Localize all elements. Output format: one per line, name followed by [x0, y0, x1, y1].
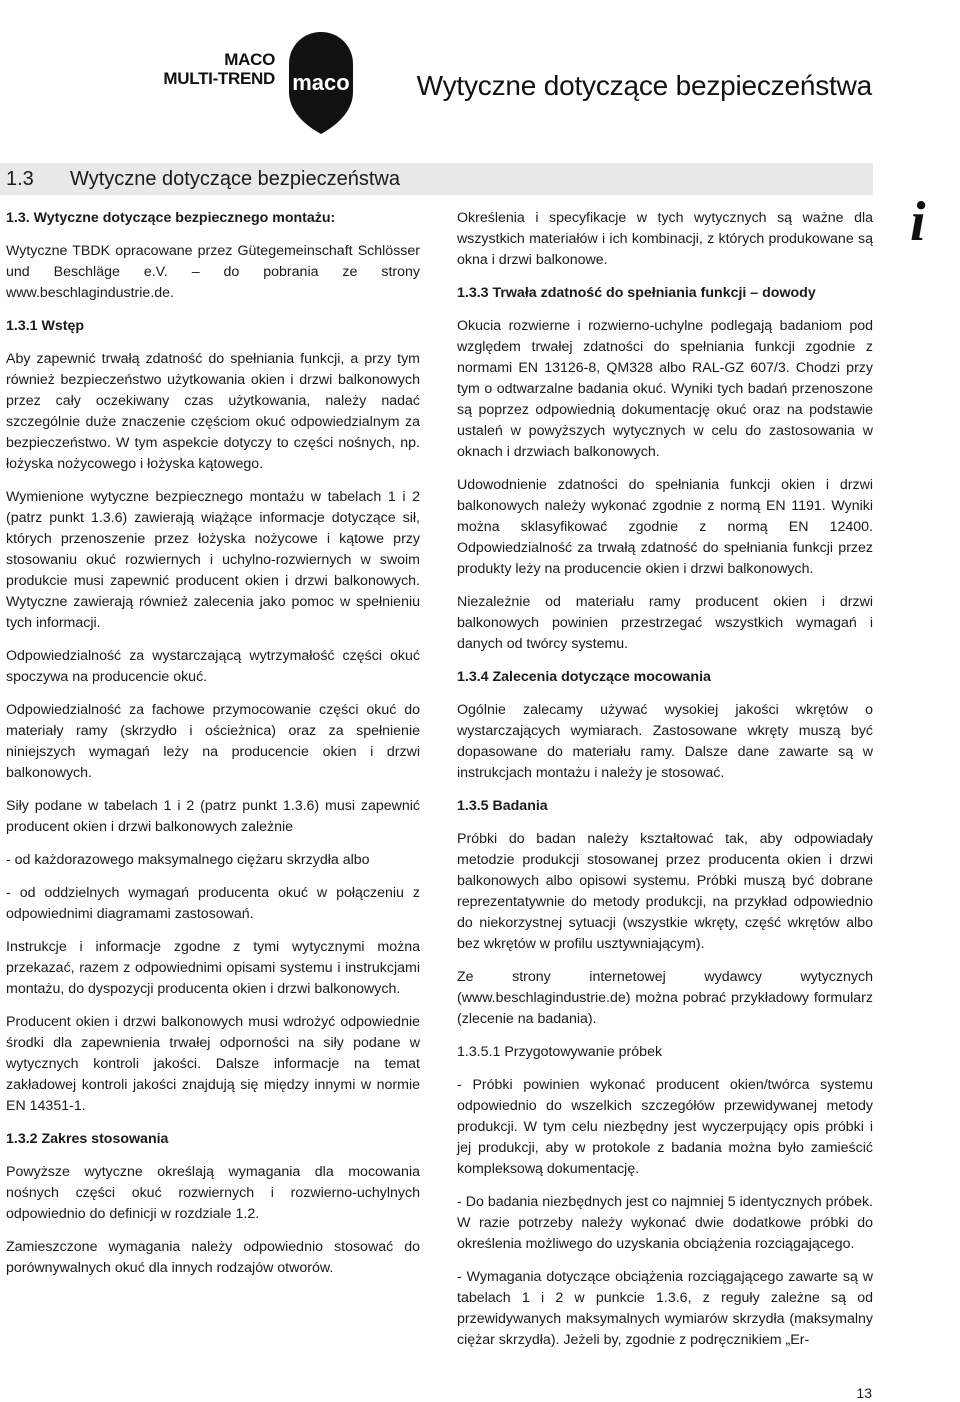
- paragraph-udowodnienie: Udowodnienie zdatności do spełniania funkcji okien i drzwi balkonowych należy wykonać zgodnie z normą EN 1191. Wyniki można sklasyfikować zgodnie z normą EN 12400. Odpowiedzialność za trwałą zdatność do spełniania funkcji przez produkty leży na producencie okien i drzwi balkonowych.: [457, 477, 873, 577]
- section-title: Wytyczne dotyczące bezpieczeństwa: [70, 168, 400, 190]
- list-item-ciezar: - od każdorazowego maksymalnego ciężaru skrzydła albo: [6, 852, 370, 868]
- page-number: 13: [856, 1385, 872, 1401]
- maco-logo-icon: [283, 30, 359, 136]
- heading-badania: 1.3.5 Badania: [457, 798, 548, 814]
- heading-zalecenia: 1.3.4 Zalecenia dotyczące mocowania: [457, 669, 711, 685]
- logo-wordmark: [150, 50, 275, 88]
- paragraph-wstep: Aby zapewnić trwałą zdatność do spełniania funkcji, a przy tym również bezpieczeństwo użytkowania okien i drzwi balkonowych przez cały oczekiwany czas użytkowania, należy nadać szczególnie duże znaczenie częściom okuć odpowiedzialnym za bezpieczeństwo. W tym aspekcie dotyczy to części nośnych, np. łożyska nożycowego i łożyska kątowego.: [6, 351, 420, 472]
- paragraph-mocowanie: Odpowiedzialność za fachowe przymocowanie części okuć do materiały ramy (skrzydło i ościeżnica) oraz za spełnienie niniejszych wymagań leży na producencie okien i drzwi balkonowych.: [6, 702, 420, 781]
- list-item-wymagania: - od oddzielnych wymagań producenta okuć w połączeniu z odpowiednimi diagramami zastosowań.: [6, 885, 420, 922]
- list-item-producent: - Próbki powinien wykonać producent okien/twórca systemu odpowiednio do wszelkich szczegółów przewidywanej metody produkcji. W tym celu niezbędny jest wyczerpujący opis próbki i jej produkcji, aby w protokole z badania można było zamieścić kompleksową dokumentację.: [457, 1077, 873, 1177]
- paragraph-tabele: Wymienione wytyczne bezpiecznego montażu w tabelach 1 i 2 (patrz punkt 1.3.6) zawierają wiążące informacje dotyczące sił, których przenoszenie przez łożyska nożycowe i kątowe przy stosowaniu okuć rozwiernych i uchylno-rozwiernych w swoim produkcie musi zapewnić producent okien i drzwi balkonowych. Wytyczne zawierają również zalecenia jako pomoc w spełnieniu tych informacji.: [6, 489, 420, 631]
- paragraph-wkrety: Ogólnie zalecamy używać wysokiej jakości wkrętów o wystarczających wymiarach. Zastosowane wkręty muszą być dopasowane do materiału ramy. Dalsze dane zawarte są w instrukcjach montażu i należy je stosować.: [457, 702, 873, 781]
- paragraph-probki: Próbki do badan należy kształtować tak, aby odpowiadały metodzie produkcji stosowanej przez producenta okien i drzwi balkonowych albo opisowi systemu. Próbki muszą być dobrane reprezentatywnie do metody produkcji, na przykład odpowiednio do niekorzystnej sytuacji (wszystkie wkręty, część wkrętów albo bez wkrętów w profilu usztywniającym).: [457, 831, 873, 952]
- paragraph-kontrola: Producent okien i drzwi balkonowych musi wdrożyć odpowiednie środki dla zapewnienia trwałej odporności na siły podane w wytycznych kontroli jakości. Dalsze informacje na temat zakładowej kontroli jakości znajdują się między innymi w normie EN 14351-1.: [6, 1014, 420, 1114]
- heading-zakres: 1.3.2 Zakres stosowania: [6, 1131, 169, 1147]
- paragraph-niezaleznie: Niezależnie od materiału ramy producent okien i drzwi balkonowych powinien przestrzegać wszystkich wymagań i danych od twórcy systemu.: [457, 594, 873, 652]
- header-title: Wytyczne dotyczące bezpieczeństwa: [416, 70, 872, 101]
- heading-trwala-zdatnosc: 1.3.3 Trwała zdatność do spełniania funkcji – dowody: [457, 285, 816, 301]
- list-item-obciazenie: - Wymagania dotyczące obciążenia rozciągającego zawarte są w tabelach 1 i 2 w punkcie 1.3.6, z reguły zależne są od przewidywanych maksymalnych wymiarów skrzydła (maksymalny ciężar skrzydła). Jeżeli by, zgodnie z podręcznikiem „Er-: [457, 1269, 873, 1348]
- logo-mark-text: maco: [292, 70, 350, 95]
- section-number: 1.3: [6, 168, 34, 190]
- logo-line-multi-trend: MULTI-TREND: [163, 69, 275, 88]
- paragraph-formularz: Ze strony internetowej wydawcy wytycznych (www.beschlagindustrie.de) można pobrać przykładowy formularz (zlecenie na badania).: [457, 969, 873, 1027]
- paragraph-odpowiedzialnosc: Odpowiedzialność za wystarczającą wytrzymałość części okuć spoczywa na producencie okuć.: [6, 648, 420, 685]
- heading-montaz: 1.3. Wytyczne dotyczące bezpiecznego montażu:: [6, 210, 336, 226]
- paragraph-okreslenia: Określenia i specyfikacje w tych wytycznych są ważne dla wszystkich materiałów i ich kombinacji, z których produkowane są okna i drzwi balkonowe.: [457, 210, 873, 268]
- paragraph-instrukcje: Instrukcje i informacje zgodne z tymi wytycznymi można przekazać, razem z odpowiednimi opisami systemu i instrukcjami montażu, do dyspozycji producenta okien i drzwi balkonowych.: [6, 939, 420, 997]
- heading-wstep: 1.3.1 Wstęp: [6, 318, 85, 334]
- paragraph-otwory: Zamieszczone wymagania należy odpowiednio stosować do porównywalnych okuć dla innych rodzajów otworów.: [6, 1239, 420, 1276]
- paragraph-okucia: Okucia rozwierne i rozwierno-uchylne podlegają badaniom pod względem trwałej zdatności do spełniania funkcji zgodnie z normami EN 13126-8, QM328 albo RAL-GZ 607/3. Chodzi przy tym o odtwarzalne badania okuć. Wyniki tych badań przenoszone są poprzez odpowiednią dokumentację okuć oraz na podstawie ustaleń w powyższych wytycznych w celu do zastosowania w oknach i drzwiach balkonowych.: [457, 318, 873, 460]
- info-icon: i: [910, 191, 926, 253]
- paragraph-zakres: Powyższe wytyczne określają wymagania dla mocowania nośnych części okuć rozwiernych i rozwierno-uchylnych odpowiednio do definicji w rozdziale 1.2.: [6, 1164, 420, 1222]
- logo-line-maco: MACO: [224, 50, 275, 69]
- left-column: [6, 208, 420, 1279]
- right-column: [457, 208, 873, 1351]
- heading-przygotowywanie: 1.3.5.1 Przygotowywanie próbek: [457, 1044, 663, 1060]
- paragraph-sily: Siły podane w tabelach 1 i 2 (patrz punkt 1.3.6) musi zapewnić producent okien i drzwi balkonowych zależnie: [6, 798, 420, 835]
- list-item-liczba-probek: - Do badania niezbędnych jest co najmniej 5 identycznych próbek. W razie potrzeby należy wykonać dwie dodatkowe próbki do określenia możliwego do uzyskania obciążenia rozciągającego.: [457, 1194, 873, 1252]
- section-heading-bar: [0, 163, 873, 195]
- paragraph-tbdk: Wytyczne TBDK opracowane przez Gütegemeinschaft Schlösser und Beschläge e.V. – do pobrania ze strony www.beschlagindustrie.de.: [6, 243, 420, 301]
